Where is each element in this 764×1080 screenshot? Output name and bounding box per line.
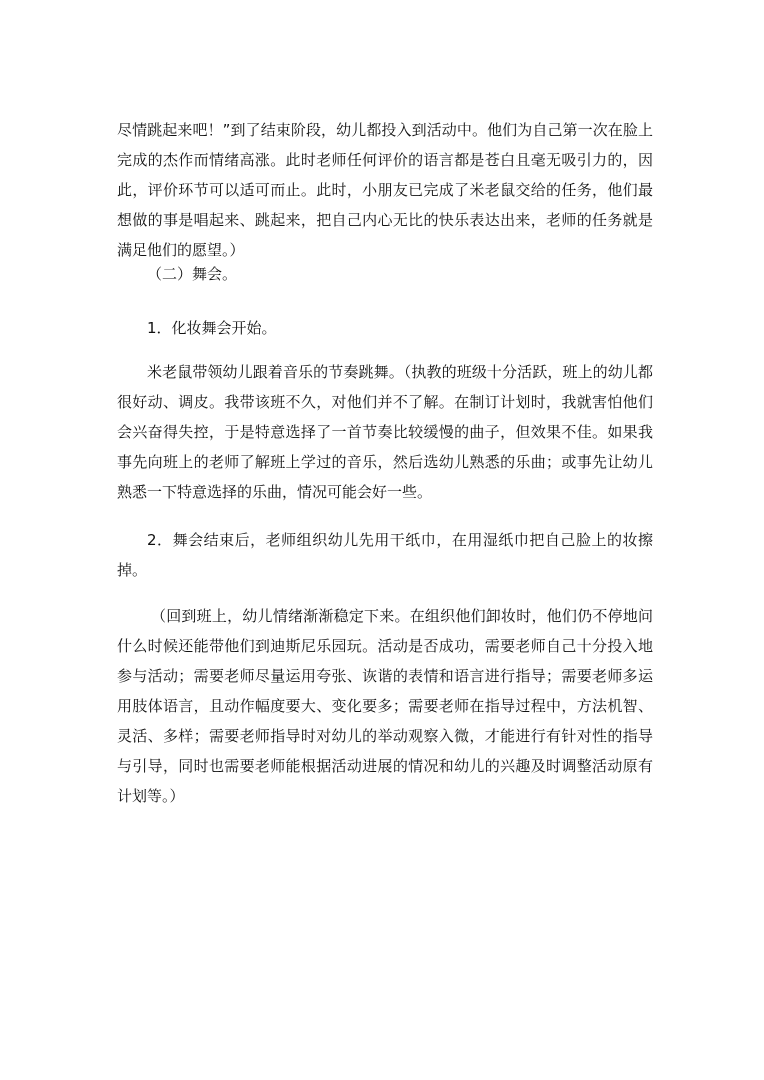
paragraph-ending-reflection: 尽情跳起来吧！”到了结束阶段，幼儿都投入到活动中。他们为自己第一次在脸上完成的杰作而情绪高涨。此时老师任何评价的语言都是苍白且毫无吸引力的，因此，评价环节可以适可而止。此时，小朋友已完成了米老鼠交给的任务，他们最想做的事是唱起来、跳起来，把自己内心无比的快乐表达出来，老师的任务就是满足他们的愿望。） bbox=[117, 121, 653, 259]
section-heading-dance-party: （二）舞会。 bbox=[147, 265, 238, 283]
step-heading-masquerade-start: 1．化妆舞会开始。 bbox=[147, 319, 277, 337]
paragraph-activity-summary: （回到班上，幼儿情绪渐渐稳定下来。在组织他们卸妆时，他们仍不停地问什么时候还能带他们到迪斯尼乐园玩。活动是否成功，需要老师自己十分投入地参与活动；需要老师尽量运用夸张、诙谐的表情和语言进行指导；需要老师多运用肢体语言，且动作幅度要大、变化要多；需要老师在指导过程中，方法机智、灵活、多样；需要老师指导时对幼儿的举动观察入微，才能进行有针对性的指导与引导，同时也需要老师能根据活动进展的情况和幼儿的兴趣及时调整活动原有计划等。） bbox=[117, 607, 653, 805]
paragraph-dance-reflection: 米老鼠带领幼儿跟着音乐的节奏跳舞。（执教的班级十分活跃，班上的幼儿都很好动、调皮。我带该班不久，对他们并不了解。在制订计划时，我就害怕他们会兴奋得失控，于是特意选择了一首节奏比较缓慢的曲子，但效果不佳。如果我事先向班上的老师了解班上学过的音乐，然后选幼儿熟悉的乐曲；或事先让幼儿熟悉一下特意选择的乐曲，情况可能会好一些。 bbox=[117, 363, 653, 501]
paragraph-makeup-removal: 2．舞会结束后，老师组织幼儿先用干纸巾，在用湿纸巾把自己脸上的妆擦掉。 bbox=[117, 531, 653, 579]
